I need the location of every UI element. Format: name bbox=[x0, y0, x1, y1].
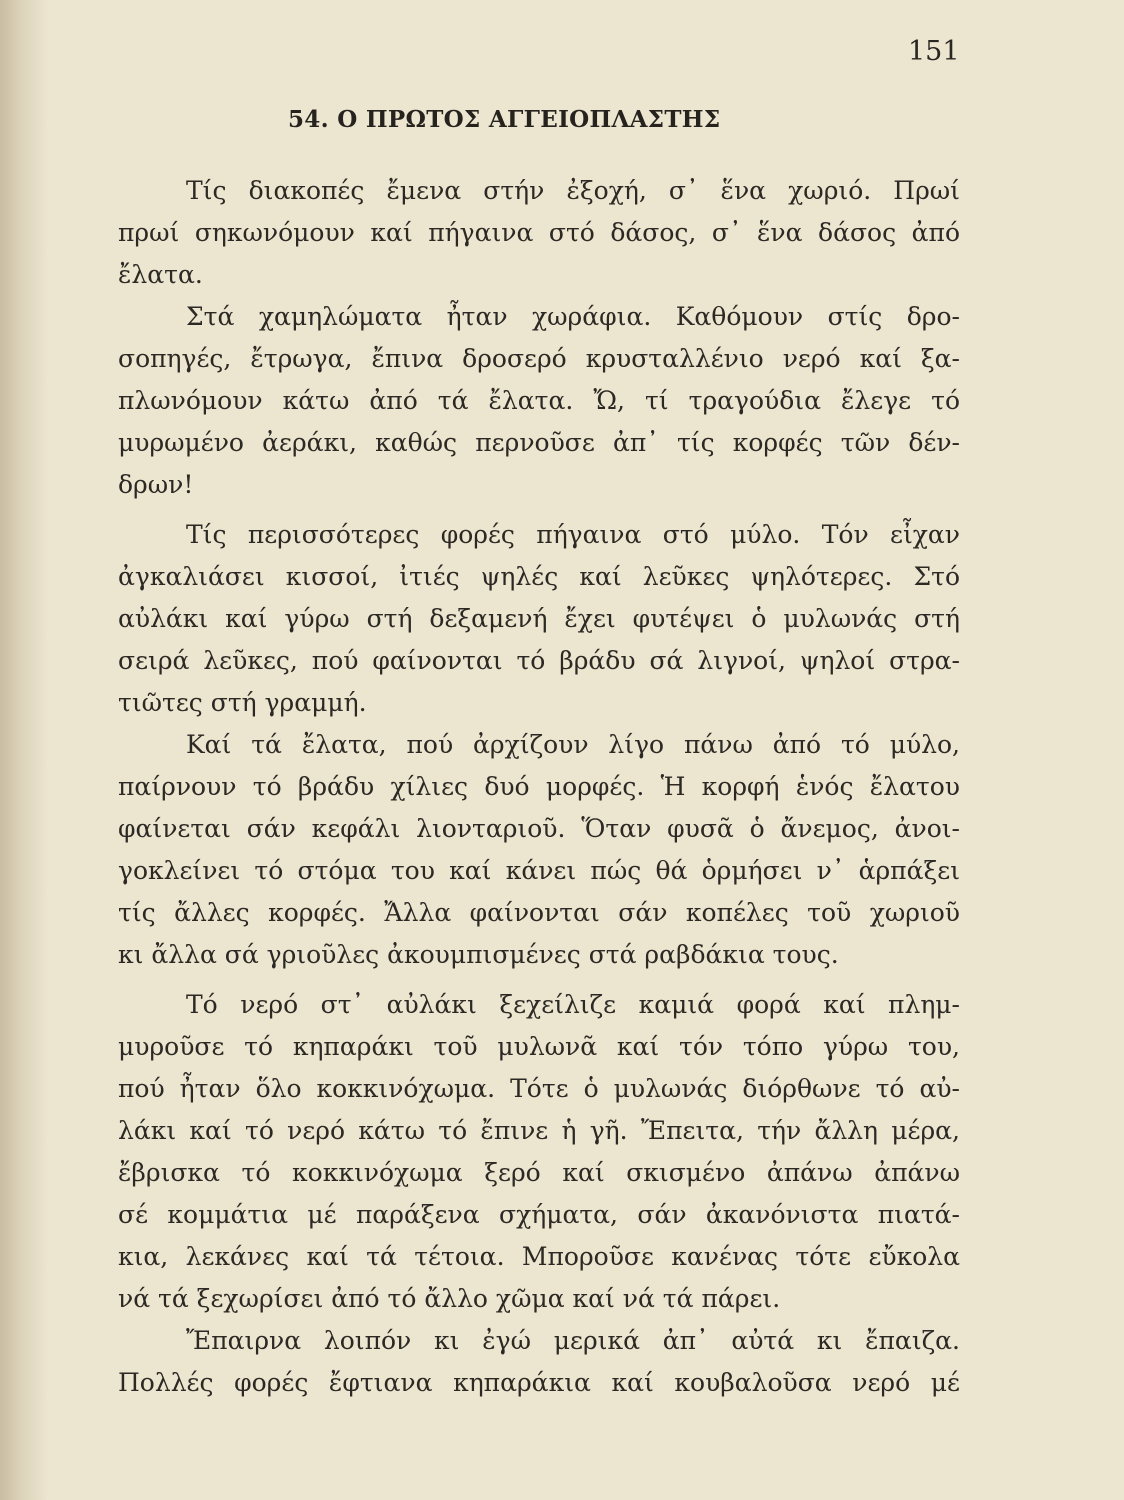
text-line: σέ κομμάτια μέ παράξενα σχήματα, σάν ἀκανόνιστα πιατά- bbox=[118, 1200, 960, 1229]
text-line: κι ἄλλα σά γριοῦλες ἀκουμπισμένες στά ραβδάκια τους. bbox=[118, 940, 839, 969]
paragraph bbox=[118, 296, 960, 506]
paragraph bbox=[118, 724, 960, 976]
paragraph bbox=[118, 984, 960, 1320]
text-line: ἀγκαλιάσει κισσοί, ἰτιές ψηλές καί λεῦκες ψηλότερες. Στό bbox=[118, 562, 960, 591]
paragraph bbox=[118, 514, 960, 724]
chapter-title: 54. Ο ΠΡΩΤΟΣ ΑΓΓΕΙΟΠΛΑΣΤΗΣ bbox=[288, 106, 721, 133]
text-line: λάκι καί τό νερό κάτω τό ἔπινε ἡ γῆ. Ἔπειτα, τήν ἄλλη μέρα, bbox=[118, 1116, 960, 1145]
text-line: τίς ἄλλες κορφές. Ἄλλα φαίνονται σάν κοπέλες τοῦ χωριοῦ bbox=[118, 898, 960, 927]
text-line: φαίνεται σάν κεφάλι λιονταριοῦ. Ὅταν φυσᾶ ὁ ἄνεμος, ἀνοι- bbox=[118, 814, 960, 843]
text-line: πλωνόμουν κάτω ἀπό τά ἔλατα. Ὤ, τί τραγούδια ἔλεγε τό bbox=[118, 386, 960, 415]
text-line: Τίς διακοπές ἔμενα στήν ἐξοχή, σ᾽ ἕνα χωριό. Πρωί bbox=[186, 176, 960, 205]
text-line: Στά χαμηλώματα ἦταν χωράφια. Καθόμουν στίς δρο- bbox=[186, 302, 960, 331]
text-line: ἔβρισκα τό κοκκινόχωμα ξερό καί σκισμένο ἀπάνω ἀπάνω bbox=[118, 1158, 960, 1187]
text-line: αὐλάκι καί γύρω στή δεξαμενή ἔχει φυτέψει ὁ μυλωνάς στή bbox=[118, 604, 960, 633]
paragraph bbox=[118, 1320, 960, 1404]
binding-gutter-shadow bbox=[0, 0, 48, 1500]
text-line: δρων! bbox=[118, 470, 194, 499]
text-line: πρωί σηκωνόμουν καί πήγαινα στό δάσος, σ᾽ ἕνα δάσος ἀπό bbox=[118, 218, 960, 247]
text-line: μυροῦσε τό κηπαράκι τοῦ μυλωνᾶ καί τόν τόπο γύρω του, bbox=[118, 1032, 960, 1061]
text-line: τιῶτες στή γραμμή. bbox=[118, 688, 367, 717]
body-text bbox=[118, 170, 960, 1404]
text-line: σοπηγές, ἔτρωγα, ἔπινα δροσερό κρυσταλλένιο νερό καί ξα- bbox=[118, 344, 960, 373]
text-line: κια, λεκάνες καί τά τέτοια. Μποροῦσε κανένας τότε εὔκολα bbox=[118, 1242, 960, 1271]
paragraph bbox=[118, 170, 960, 296]
text-line: σειρά λεῦκες, πού φαίνονται τό βράδυ σά λιγνοί, ψηλοί στρα- bbox=[118, 646, 960, 675]
text-line: Τίς περισσότερες φορές πήγαινα στό μύλο. Τόν εἶχαν bbox=[186, 520, 960, 549]
text-line: Καί τά ἔλατα, πού ἀρχίζουν λίγο πάνω ἀπό τό μύλο, bbox=[186, 730, 960, 759]
page-number: 151 bbox=[908, 36, 960, 67]
text-line: μυρωμένο ἀεράκι, καθώς περνοῦσε ἀπ᾽ τίς κορφές τῶν δέν- bbox=[118, 428, 960, 457]
text-line: Πολλές φορές ἔφτιανα κηπαράκια καί κουβαλοῦσα νερό μέ bbox=[118, 1368, 960, 1397]
text-line: ἔλατα. bbox=[118, 260, 203, 289]
text-line: νά τά ξεχωρίσει ἀπό τό ἄλλο χῶμα καί νά τά πάρει. bbox=[118, 1284, 781, 1313]
text-line: Ἔπαιρνα λοιπόν κι ἐγώ μερικά ἀπ᾽ αὐτά κι ἔπαιζα. bbox=[186, 1326, 960, 1355]
text-line: Τό νερό στ᾽ αὐλάκι ξεχείλιζε καμιά φορά καί πλημ- bbox=[186, 990, 960, 1019]
text-line: πού ἦταν ὅλο κοκκινόχωμα. Τότε ὁ μυλωνάς διόρθωνε τό αὐ- bbox=[118, 1074, 960, 1103]
text-line: γοκλείνει τό στόμα του καί κάνει πώς θά ὁρμήσει ν᾽ ἁρπάξει bbox=[118, 856, 960, 885]
text-line: παίρνουν τό βράδυ χίλιες δυό μορφές. Ἡ κορφή ἑνός ἔλατου bbox=[118, 772, 960, 801]
